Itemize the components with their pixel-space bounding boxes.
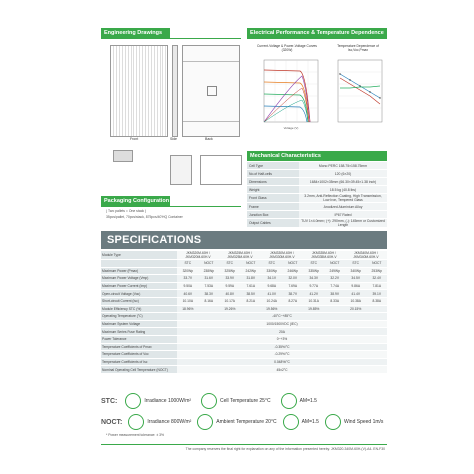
model-name: JKM320M-60H / JKM320M-60H-V [177,251,219,260]
table-row [101,267,387,275]
table-row [101,290,387,298]
spec-label: Temperature Coefficients of Pmax [101,343,177,351]
mech-key: No.of Half-cells [247,170,299,178]
mech-key: Front Glass [247,194,299,203]
spec-value: 19.26% [219,305,241,313]
spec-value [241,305,261,313]
table-row [101,351,387,359]
spec-label: Maximum Power Voltage (Vmp) [101,275,177,283]
spec-value: 39.1V [367,290,387,298]
table-row [247,203,387,211]
spec-value: 238Wp [199,267,219,275]
table-row [101,313,387,321]
back-label: Back [205,137,213,141]
spec-value: 10.17A [219,297,241,305]
spec-value: 20.15% [345,305,367,313]
spec-value: 7.61A [241,282,261,290]
spec-value: 8.33A [325,297,345,305]
spec-value: 320Wp [177,267,199,275]
junction-box [207,86,217,96]
model-name: JKM335M-60H / JKM335M-60H-V [303,251,345,260]
spec-value: 0.048%/°C [177,358,387,366]
spec-value: 40.6V [177,290,199,298]
spec-value: 8.27A [283,297,303,305]
engineering-drawings-header: Engineering Drawings [101,28,170,38]
packaging-detail: 35pcs/pallet, 70pcs/stack, 875pcs/40'HQ Container [106,215,183,219]
spec-value: 34.5V [345,275,367,283]
stc-header: STC [261,260,283,268]
spec-value: 9.50A [177,282,199,290]
electrical-divider [247,38,387,39]
spec-value: 32.4V [367,275,387,283]
engineering-divider [101,38,241,39]
spec-label: Maximum Series Fuse Rating [101,328,177,336]
temp-chart-title: Temperature Dependence of Isc,Voc,Pmax [337,44,379,52]
spec-value: 8.38A [367,297,387,305]
spec-value: -0.29%/°C [177,351,387,359]
spec-value: 242Wp [241,267,261,275]
spec-value: 38.9V [325,290,345,298]
mech-value: IP67 Rated [299,211,387,219]
noct-irradiance: Irradiance 800W/m² [147,419,192,425]
table-row [101,305,387,313]
spec-value: 7.74A [325,282,345,290]
mech-key: Weight [247,186,299,194]
table-row [101,282,387,290]
mech-key: Frame [247,203,299,211]
spec-value: 34.3V [303,275,325,283]
spec-value: 32.2V [325,275,345,283]
spec-value: 7.69A [283,282,303,290]
mechanical-header: Mechanical Characteristics [247,151,387,161]
specifications-header [101,231,387,249]
model-name: JKM340M-60H / JKM340M-60H-V [345,251,387,260]
spec-value: 8.21A [241,297,261,305]
spec-value [325,305,345,313]
spec-value: 10.38A [345,297,367,305]
spec-label: Nominal Operating Cell Temperature (NOCT) [101,366,177,374]
side-view-drawing [172,45,178,137]
table-row [247,186,387,194]
mech-key: Dimensions [247,178,299,186]
spec-value: 33.7V [177,275,199,283]
noct-header: NOCT [367,260,387,268]
svg-text:Voltage (V): Voltage (V) [283,126,299,130]
noct-ambient-temp: Ambient Temperature 20°C [216,419,277,425]
spec-value: 10.31A [303,297,325,305]
spec-value: 1000/1500VDC (IEC) [177,320,387,328]
stc-irradiance: Irradiance 1000W/m² [144,398,192,404]
mech-value: 3.2mm, Anti-Reflection Coating, High Transmission, Low Iron, Tempered Glass [299,194,387,203]
stc-header: STC [177,260,199,268]
table-row [101,366,387,374]
spec-value: 33.9V [219,275,241,283]
spec-value: 325Wp [219,267,241,275]
stc-conditions [101,393,387,409]
thermometer-icon [201,393,217,409]
spec-value: 45±2°C [177,366,387,374]
stc-header: STC [345,260,367,268]
airmass-icon [283,414,299,430]
noct-header: NOCT [283,260,303,268]
spec-value: 0~+3% [177,335,387,343]
noct-header: NOCT [199,260,219,268]
table-row [247,170,387,178]
spec-value: 19.56% [261,305,283,313]
mechanical-table [247,162,387,228]
mech-value: 1684×1002×35mm (66.30×39.45×1.38 inch) [299,178,387,186]
spec-label: Temperature Coefficients of Isc [101,358,177,366]
noct-label: NOCT: [101,418,123,426]
spec-value: 40.8V [219,290,241,298]
front-label: Front [130,137,139,141]
spec-label: Temperature Coefficients of Voc [101,351,177,359]
table-row [101,297,387,305]
packaging-note: ( Two pallets = One stack ) [106,209,147,213]
spec-value: 38.3V [199,290,219,298]
noct-am: AM=1.5 [301,419,319,425]
noct-header: NOCT [241,260,261,268]
spec-value: 335Wp [303,267,325,275]
table-row [101,358,387,366]
table-row [247,194,387,203]
table-row [101,260,387,268]
table-row [101,335,387,343]
spec-value: 41.0V [261,290,283,298]
frame-section-detail [113,150,133,162]
airmass-icon [281,393,297,409]
spec-value: 41.2V [303,290,325,298]
module-type-label: Module Type [101,251,177,260]
spec-value: 9.59A [219,282,241,290]
spec-label: Maximum System Voltage [101,320,177,328]
table-row [101,343,387,351]
spec-value: 249Wp [325,267,345,275]
table-row [101,275,387,283]
stc-cell-temp: Cell Temperature 25°C [220,398,271,404]
specifications-table [101,251,387,374]
spec-value: 253Wp [367,267,387,275]
table-row [247,178,387,186]
spec-label: Maximum Power Current (Imp) [101,282,177,290]
spec-value: 18.96% [177,305,199,313]
spec-value: 330Wp [261,267,283,275]
spec-value: 10.24A [261,297,283,305]
irradiance-icon [125,393,141,409]
model-name: JKM330M-60H / JKM330M-60H-V [261,251,303,260]
spec-label: Module Efficiency STC (%) [101,305,177,313]
spec-value: 340Wp [345,267,367,275]
back-view-drawing [182,45,240,137]
spec-value: 38.5V [241,290,261,298]
spec-value: -0.35%/°C [177,343,387,351]
table-row [101,251,387,260]
spec-value: 7.53A [199,282,219,290]
mech-key: Output Cables [247,219,299,228]
iv-curve-chart [256,56,322,132]
spec-value [283,305,303,313]
spec-value: 7.81A [367,282,387,290]
specifications-title: SPECIFICATIONS [107,234,202,246]
spec-value: 9.77A [303,282,325,290]
stc-am: AM=1.5 [299,398,317,404]
mech-key: Cell Type [247,162,299,170]
table-row [101,328,387,336]
spec-value: 9.86A [345,282,367,290]
spec-value: 9.68A [261,282,283,290]
table-row [247,211,387,219]
spec-label: Operating Temperature (°C) [101,313,177,321]
mech-value: TUV 1×4.0mm²; (+): 290mm, (-): 145mm or Customized Length [299,219,387,228]
spec-value: 31.8V [241,275,261,283]
footer-divider [101,444,387,445]
spec-label: Short-circuit Current (Isc) [101,297,177,305]
spec-value [199,305,219,313]
packaging-header: Packaging Configuration [101,196,170,206]
spec-value: 8.16A [199,297,219,305]
spec-value: 246Wp [283,267,303,275]
spec-value: 20A [177,328,387,336]
side-label: Side [170,137,178,141]
spec-value: 19.85% [303,305,325,313]
noct-conditions [101,414,387,430]
mech-value: 120 (6×20) [299,170,387,178]
spec-value [367,305,387,313]
spec-label: Open-circuit Voltage (Voc) [101,290,177,298]
mech-value: 18.5 kg (40.8 lbs) [299,186,387,194]
spec-value: 41.4V [345,290,367,298]
mech-key: Junction Box [247,211,299,219]
noct-header: NOCT [325,260,345,268]
spec-value: 10.10A [177,297,199,305]
spec-value: 32.0V [283,275,303,283]
model-name: JKM325M-60H / JKM325M-60H-V [219,251,261,260]
spec-value: -40°C~+85°C [177,313,387,321]
table-row [247,162,387,170]
stc-header: STC [219,260,241,268]
front-view-drawing [110,45,168,137]
mounting-hole-detail [170,155,192,185]
iv-chart-title: Current-Voltage & Power-Voltage Curves (320W) [257,44,317,52]
wind-icon [325,414,341,430]
spec-value: 38.7V [283,290,303,298]
spec-label: Maximum Power (Pmax) [101,267,177,275]
table-row [247,219,387,228]
packaging-divider [101,206,241,207]
mech-value: Anodized Aluminium Alloy [299,203,387,211]
disclaimer: The company reserves the final right for explanation on any of the information presented hereby. JKM320-340M-60H-(V)-A4- EN-F30 [185,447,385,451]
stc-header: STC [303,260,325,268]
power-tolerance-note: * Power measurement tolerance: ± 3% [106,433,165,437]
irradiance-icon [128,414,144,430]
spec-value: 31.6V [199,275,219,283]
legend-box [200,155,242,185]
electrical-header: Electrical Performance & Temperature Dependence [247,28,387,38]
table-row [101,320,387,328]
thermometer-icon [197,414,213,430]
stc-label: STC: [101,397,118,405]
mech-value: Mono PERC 158.75×158.75mm [299,162,387,170]
spec-value: 34.1V [261,275,283,283]
noct-wind: Wind Speed 1m/s [343,419,384,425]
spec-label: Power Tolerance [101,335,177,343]
temperature-chart [330,56,386,132]
